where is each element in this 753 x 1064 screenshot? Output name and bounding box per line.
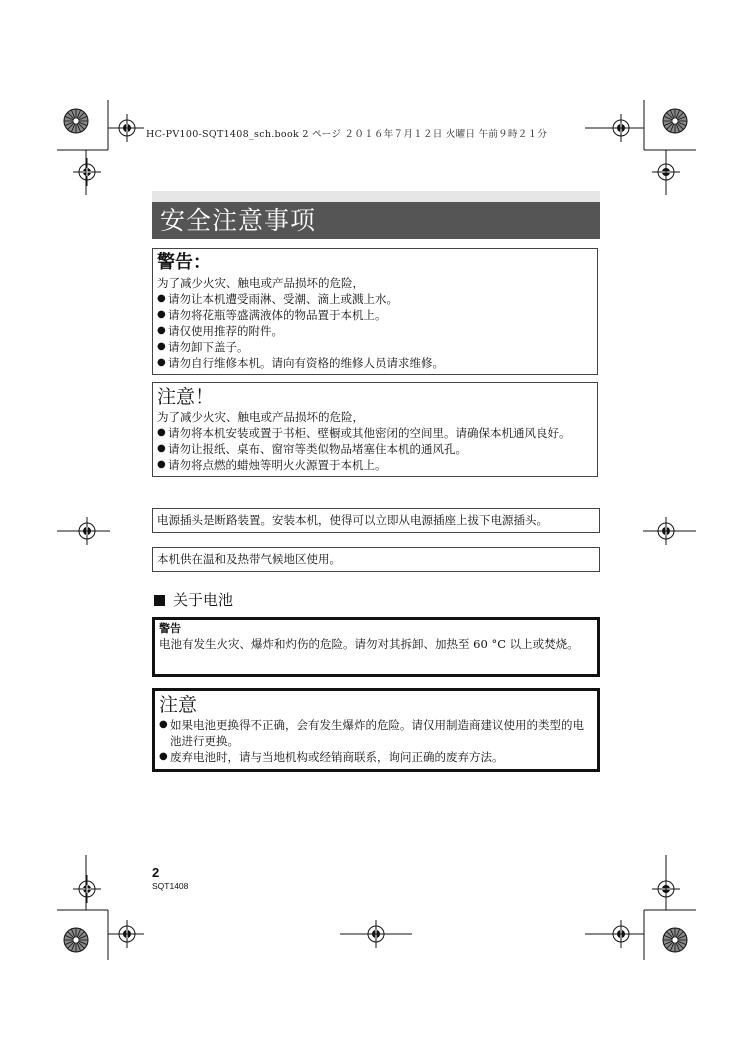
bullet-dot-icon: ●	[157, 427, 166, 438]
battery-caution-list	[159, 717, 593, 765]
warning-intro: 为了减少火灾、触电或产品损坏的危险，	[157, 276, 364, 290]
list-item-text: 请勿卸下盖子。	[168, 340, 249, 354]
list-item	[157, 355, 593, 371]
list-item-text: 请勿将点燃的蜡烛等明火火源置于本机上。	[168, 458, 387, 472]
bullet-dot-icon: ●	[157, 459, 166, 470]
battery-caution-box	[152, 688, 600, 772]
page-number: 2	[152, 865, 160, 880]
bullet-dot-icon: ●	[159, 719, 168, 730]
caution-intro: 为了减少火灾、触电或产品损坏的危险，	[157, 410, 364, 424]
battery-warning-box	[152, 617, 600, 677]
list-item	[157, 441, 593, 457]
list-item-text: 请仅使用推荐的附件。	[168, 324, 283, 338]
list-item-text: 请勿自行维修本机。请向有资格的维修人员请求维修。	[168, 356, 444, 370]
title-banner	[152, 191, 600, 239]
bullet-dot-icon: ●	[159, 751, 168, 762]
bullet-dot-icon: ●	[157, 309, 166, 320]
warning-box	[152, 248, 598, 375]
bullet-dot-icon: ●	[157, 325, 166, 336]
book-header-info: HC-PV100-SQT1408_sch.book 2 ページ ２０１６年７月１２日 火曜日 午前９時２１分	[146, 129, 548, 140]
model-code: SQT1408	[152, 881, 189, 891]
list-item	[157, 425, 593, 441]
list-item-text: 请勿让报纸、桌布、窗帘等类似物品堵塞住本机的通风孔。	[168, 442, 467, 456]
plug-notice: 电源插头是断路装置。安装本机，使得可以立即从电源插座上拔下电源插头。	[152, 508, 600, 533]
list-item-text: 请勿将本机安装或置于书柜、壁橱或其他密闭的空间里。请确保本机通风良好。	[168, 426, 571, 440]
warning-heading: 警告：	[157, 252, 211, 273]
black-square-icon	[154, 595, 165, 606]
battery-caution-heading: 注意	[159, 694, 198, 716]
caution-heading: 注意！	[157, 386, 215, 408]
caution-list	[157, 425, 593, 473]
warning-list	[157, 291, 593, 371]
list-item	[157, 457, 593, 473]
bullet-dot-icon: ●	[157, 341, 166, 352]
climate-notice: 本机供在温和及热带气候地区使用。	[152, 547, 600, 572]
battery-section-heading	[154, 590, 233, 610]
list-item	[157, 291, 593, 307]
page-title: 安全注意事项	[152, 202, 600, 239]
list-item	[159, 717, 593, 749]
battery-warning-heading: 警告	[159, 622, 181, 635]
battery-section-title: 关于电池	[173, 591, 234, 609]
bullet-dot-icon: ●	[157, 357, 166, 368]
list-item-text: 如果电池更换得不正确，会有发生爆炸的危险。请仅用制造商建议使用的类型的电池进行更换。	[170, 718, 584, 748]
list-item-text: 废弃电池时，请与当地机构或经销商联系，询问正确的废弃方法。	[170, 750, 504, 764]
list-item	[157, 339, 593, 355]
bullet-dot-icon: ●	[157, 293, 166, 304]
title-strip	[152, 191, 600, 202]
list-item	[157, 307, 593, 323]
battery-warning-text: 电池有发生火灾、爆炸和灼伤的危险。请勿对其拆卸、加热至 60 °C 以上或焚烧。	[159, 637, 579, 651]
list-item	[159, 749, 593, 765]
bullet-dot-icon: ●	[157, 443, 166, 454]
list-item	[157, 323, 593, 339]
list-item-text: 请勿让本机遭受雨淋、受潮、滴上或溅上水。	[168, 292, 398, 306]
caution-box	[152, 382, 598, 477]
list-item-text: 请勿将花瓶等盛满液体的物品置于本机上。	[168, 308, 387, 322]
